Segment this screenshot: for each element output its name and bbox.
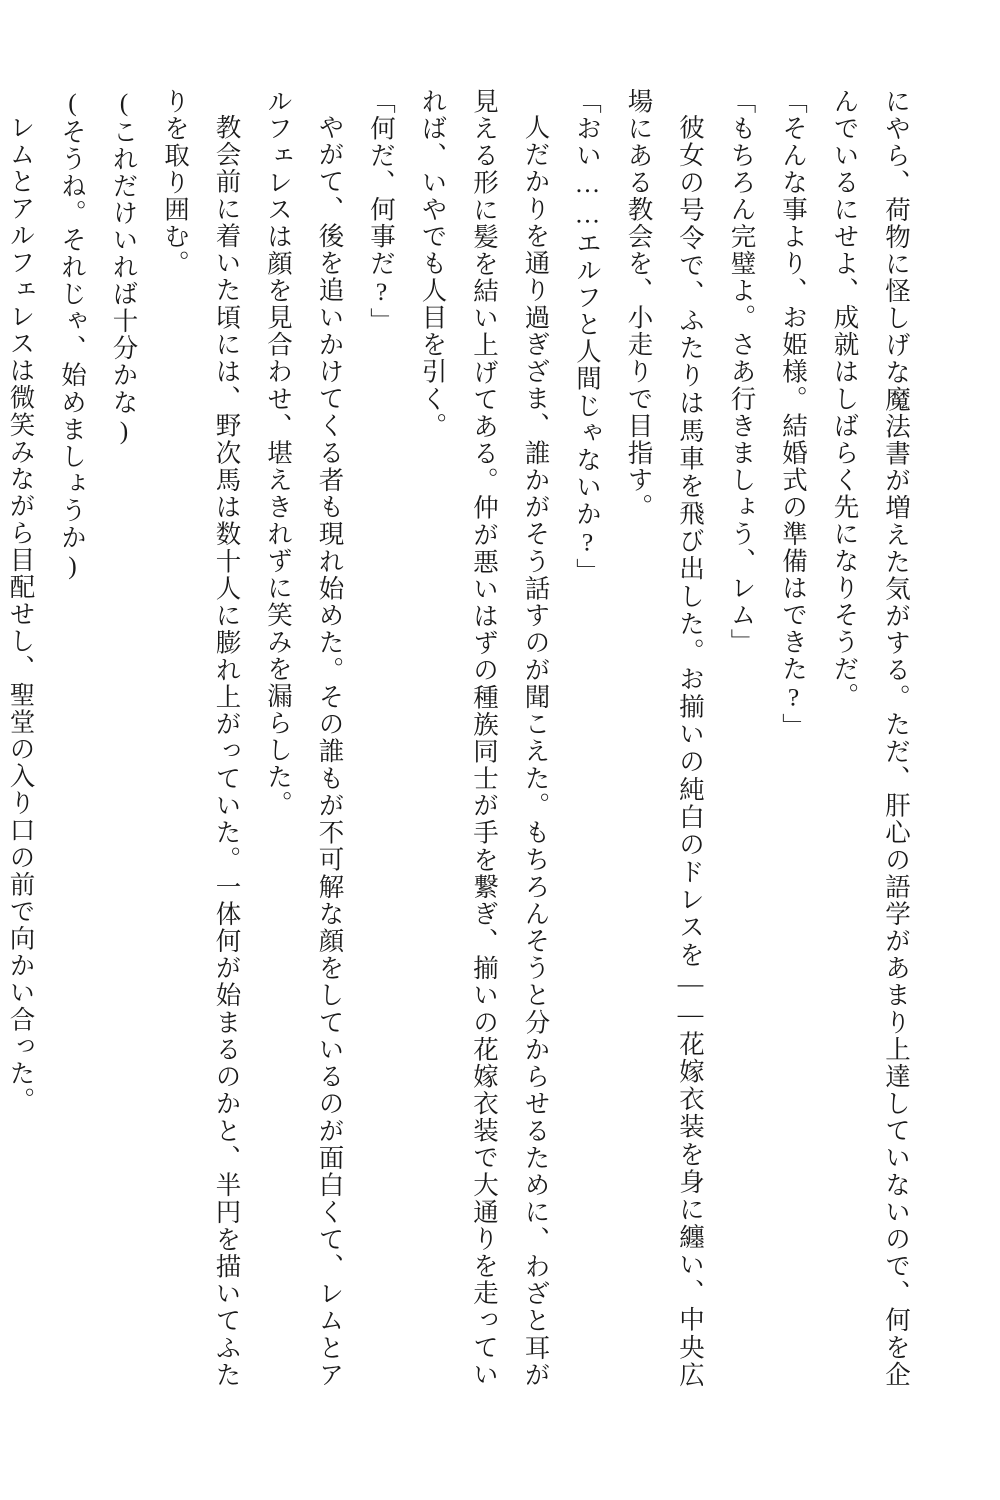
paragraph: (そうね。それじゃ、始めましょうか) bbox=[58, 88, 87, 582]
paragraph: 教会前に着いた頃には、野次馬は数十人に膨れ上がっていた。一体何が始まるのかと、半円を描いてふたりを取り囲む。 bbox=[161, 88, 242, 1388]
vertical-text-body bbox=[6, 88, 922, 1388]
paragraph: 「おい……エルフと人間じゃないか?」 bbox=[573, 88, 602, 586]
paragraph: 彼女の号令で、ふたりは馬車を飛び出した。お揃いの純白のドレスを——花嫁衣装を身に纏い、中央広場にある教会を、小走りで目指す。 bbox=[624, 88, 705, 1388]
paragraph: やがて、後を追いかけてくる者も現れ始めた。その誰もが不可解な顔をしているのが面白くて、レムとアルフェレスは顔を見合わせ、堪えきれずに笑みを漏らした。 bbox=[264, 88, 345, 1388]
paragraph: 「そんな事より、お姫様。結婚式の準備はできた?」 bbox=[779, 88, 808, 741]
paragraph: 「もちろん完璧よ。さあ行きましょう、レム」 bbox=[727, 88, 757, 656]
paragraph: にやら、荷物に怪しげな魔法書が増えた気がする。ただ、肝心の語学があまり上達していないので、何を企んでいるにせよ、成就はしばらく先になりそうだ。 bbox=[830, 88, 911, 1388]
paragraph: 人だかりを通り過ぎざま、誰かがそう話すのが聞こえた。もちろんそうと分からせるために、わざと耳が見える形に髪を結い上げてある。仲が悪いはずの種族同士が手を繋ぎ、揃いの花嫁衣装で大通りを走っていれば、いやでも人目を引く。 bbox=[418, 88, 551, 1388]
paragraph: 「何だ、何事だ?」 bbox=[367, 88, 396, 335]
paragraph: レムとアルフェレスは微笑みながら目配せし、聖堂の入り口の前で向かい合った。 bbox=[6, 113, 36, 1114]
paragraph: (これだけいれば十分かな) bbox=[109, 88, 139, 447]
